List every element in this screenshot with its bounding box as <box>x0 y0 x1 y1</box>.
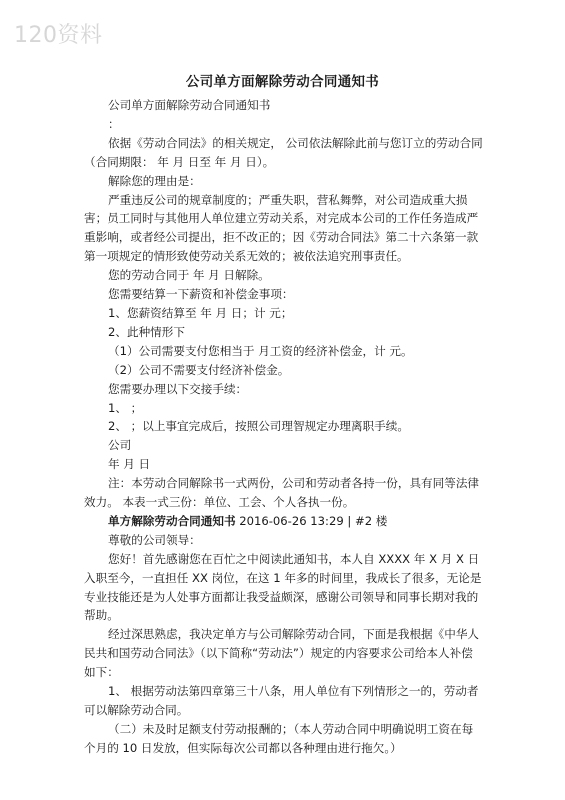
document-body <box>84 96 484 758</box>
watermark-logo: 120资料 <box>14 23 103 48</box>
body-paragraph: 1、您薪资结算至 年 月 日；计 元； <box>108 305 293 320</box>
body-paragraph: 经过深思熟虑，我决定单方与公司解除劳动合同，下面是我根据《中华人民共和国劳动合同法》（以下简称“劳动法”）规定的内容要求公司给本人补偿如下： <box>84 627 480 680</box>
body-paragraph: 公司单方面解除劳动合同通知书 <box>108 98 271 112</box>
body-paragraph: （1）公司需要支付您相当于 月工资的经济补偿金，计 元。 <box>108 343 413 358</box>
body-paragraph: 您的劳动合同于 年 月 日解除。 <box>108 268 270 283</box>
body-paragraph: 解除您的理由是： <box>108 173 201 188</box>
body-paragraph: 您需要办理以下交接手续： <box>108 381 248 396</box>
body-paragraph <box>84 512 484 531</box>
document-title: 公司单方面解除劳动合同通知书 <box>185 74 380 90</box>
body-paragraph: 年 月 日 <box>108 457 151 472</box>
body-paragraph: 1、 ； <box>108 400 143 415</box>
body-paragraph: （2）公司不需要支付经济补偿金。 <box>108 362 290 377</box>
body-paragraph: 1、 根据劳动法第四章第三十八条，用人单位有下列情形之一的，劳动者可以解除劳动合同。 <box>84 684 479 717</box>
post-meta: 2016-06-26 13:29 | #2 楼 <box>235 513 388 528</box>
body-paragraph: 您好！首先感谢您在百忙之中阅读此通知书，本人自 XXXX 年 X 月 X 日入职至今，一直担任 XX 岗位，在这 1 年多的时间里，我成长了很多，无论是专业技能还是为人处事方面都让我受益颇深，感谢公司领导和同事长期对我的帮助。 <box>84 551 482 623</box>
body-paragraph: 依据《劳动合同法》的相关规定， 公司依法解除此前与您订立的劳动合同（合同期限： 年 月 日至 年 月 日）。 <box>84 135 483 169</box>
body-paragraph: 您需要结算一下薪资和补偿金事项： <box>108 287 294 302</box>
body-paragraph: ： <box>108 116 120 131</box>
body-paragraph: 注：本劳动合同解除书一式两份，公司和劳动者各持一份，具有同等法律效力。 本表一式三份：单位、工会、个人各执一份。 <box>84 476 480 510</box>
body-paragraph: 公司 <box>108 438 132 453</box>
post-heading: 单方解除劳动合同通知书 <box>108 513 236 528</box>
body-paragraph: 2、 ；以上事宜完成后，按照公司理智规定办理离职手续。 <box>108 419 409 434</box>
body-paragraph: （二）未及时足额支付劳动报酬的；（本人劳动合同中明确说明工资在每个月的 10 日发放，但实际每次公司都以各种理由进行拖欠。） <box>84 721 474 755</box>
body-paragraph: 严重违反公司的规章制度的；严重失职，营私舞弊，对公司造成重大损害；员工同时与其他用人单位建立劳动关系，对完成本公司的工作任务造成严重影响，或者经公司提出，拒不改正的；因《劳动合同法》第二十六条第一款第一项规定的情形致使劳动关系无效的；被依法追究刑事责任。 <box>84 192 479 264</box>
body-paragraph: 尊敬的公司领导： <box>108 532 201 547</box>
body-paragraph: 2、此种情形下 <box>108 324 185 339</box>
